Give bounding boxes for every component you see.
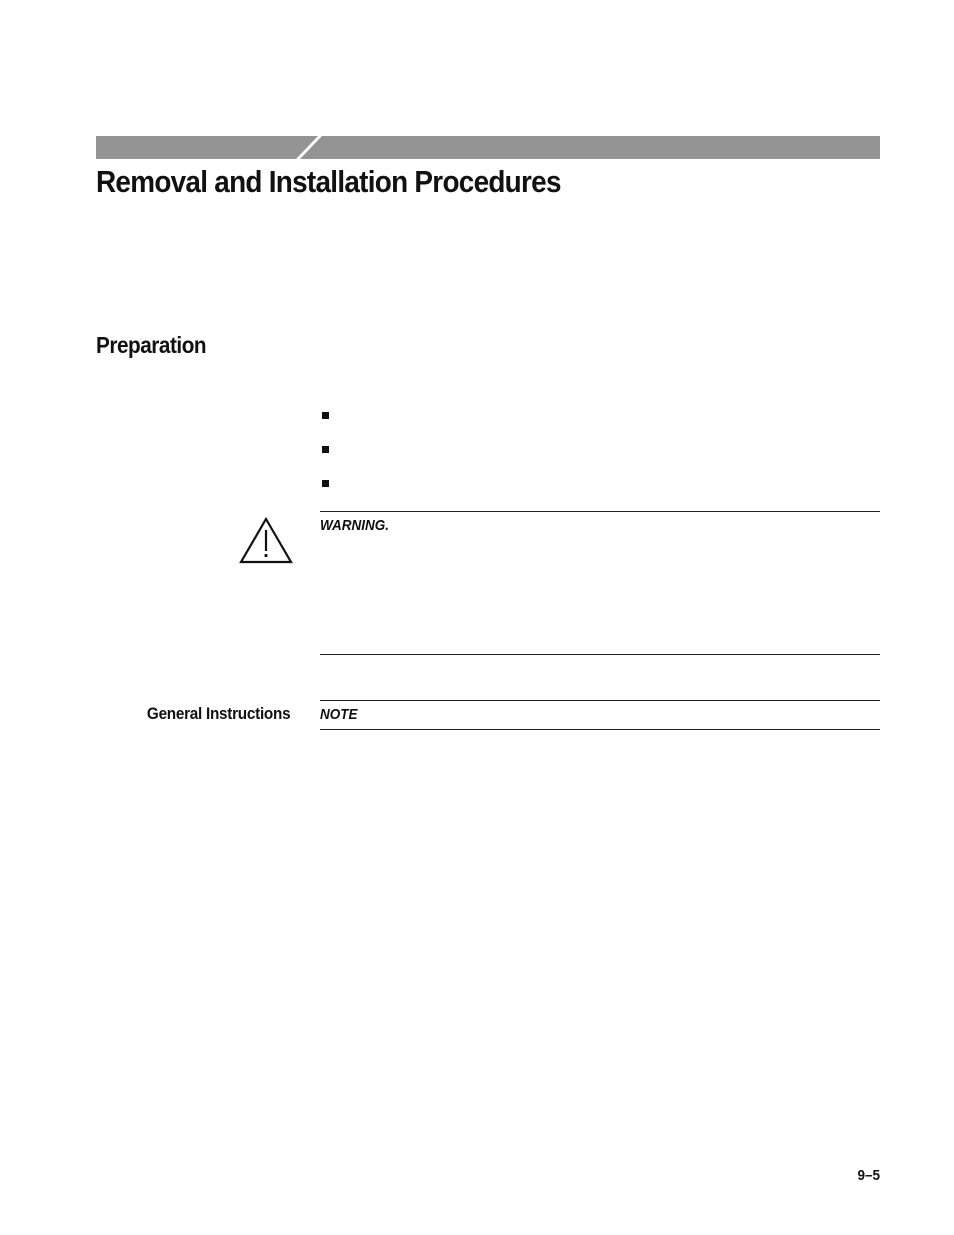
note-top-rule — [320, 700, 880, 701]
warning-label: WARNING. — [320, 517, 390, 534]
chapter-title: Removal and Installation Procedures — [96, 164, 561, 199]
header-bar-right-segment — [300, 136, 880, 159]
warning-top-rule — [320, 511, 880, 512]
square-bullet-icon — [322, 412, 329, 419]
header-bar-left-segment — [96, 136, 318, 159]
general-instructions-heading: General Instructions — [146, 704, 290, 723]
note-label: NOTE — [320, 706, 358, 723]
warning-triangle-icon — [239, 517, 293, 564]
page-number: 9–5 — [857, 1167, 880, 1184]
warning-bottom-rule — [320, 654, 880, 655]
section-title-preparation: Preparation — [96, 332, 207, 358]
square-bullet-icon — [322, 480, 329, 487]
chapter-header-bar — [96, 136, 880, 159]
note-bottom-rule — [320, 729, 880, 730]
square-bullet-icon — [322, 446, 329, 453]
